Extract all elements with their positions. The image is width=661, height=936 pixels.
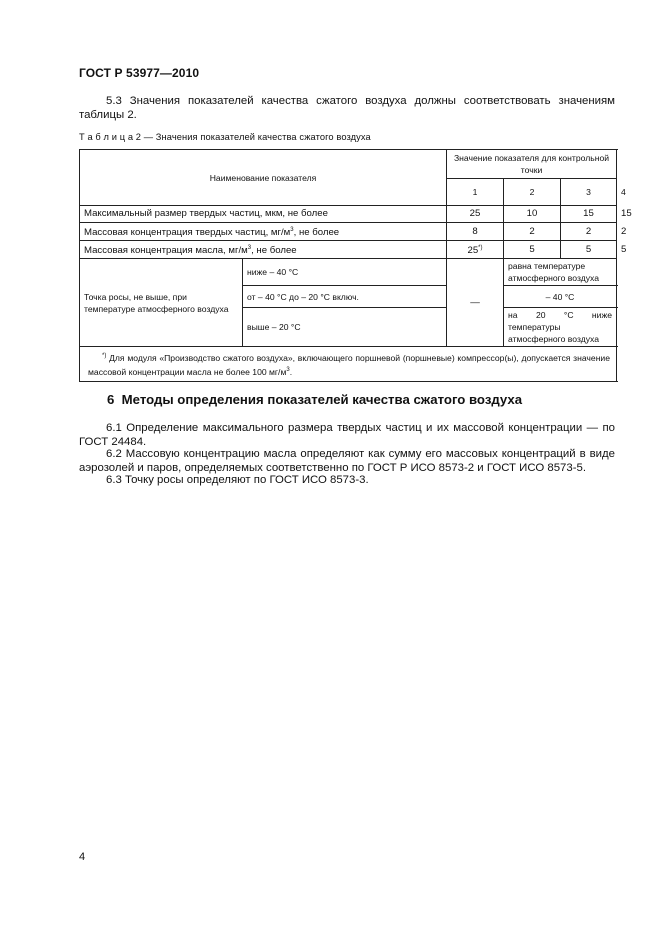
page-number: 4 xyxy=(79,851,86,863)
cell-value: 8 xyxy=(447,223,504,241)
row-name: Массовая концентрация масла, $мг/м^3$, не более xyxy=(80,241,447,259)
row-name: Массовая концентрация твердых частиц, $мг/м^3$, не более xyxy=(80,223,447,241)
cell-value: 15 xyxy=(561,206,617,223)
col-group-header: Значение показателя для контрольной точки xyxy=(447,150,617,179)
cell-value: 25*) xyxy=(447,241,504,259)
table-caption: Т а б л и ц а 2 — Значения показателей качества сжатого воздуха xyxy=(79,132,371,142)
dew-condition: ниже – 40 °С xyxy=(243,259,447,286)
paragraph-6-3-text: 6.3 Точку росы определяют по ГОСТ ИСО 8573-3. xyxy=(106,474,369,486)
point-2-header: 2 xyxy=(504,179,561,206)
footnote-marker: *) xyxy=(478,245,483,251)
dew-row xyxy=(80,259,617,286)
cell-value: 2 xyxy=(561,223,617,241)
paragraph-6-2 xyxy=(79,447,615,475)
cell-value: 10 xyxy=(504,206,561,223)
cell-value: 2 xyxy=(504,223,561,241)
points-header-row: 1 2 3 4 xyxy=(80,179,617,206)
dew-condition: выше – 20 °С xyxy=(243,308,447,347)
paragraph-5-3 xyxy=(79,94,615,122)
paragraph-5-3-text: 5.3 Значения показателей качества сжатого воздуха должны соответствовать значениям таблицы 2. xyxy=(79,95,615,121)
document-header: ГОСТ Р 53977—2010 xyxy=(79,66,200,80)
dew-value: равна температуре атмосферного воздуха xyxy=(504,259,617,286)
paragraph-6-1-text: 6.1 Определение максимального размера твердых частиц и их массовой концентрации — по ГОСТ 24484. xyxy=(79,422,615,448)
table-row: Массовая концентрация масла, $мг/м^3$, не более 25*) 5 5 5 xyxy=(80,241,617,259)
table-row: Максимальный размер твердых частиц, мкм, не более 25 10 15 15 xyxy=(80,206,617,223)
section-heading: 6 Методы определения показателей качества сжатого воздуха xyxy=(107,392,523,407)
dew-condition: от – 40 °С до – 20 °С включ. xyxy=(243,286,447,308)
point-3-header: 3 xyxy=(561,179,617,206)
dew-point-label: Точка росы, не выше, при температуре атмосферного воздуха xyxy=(80,259,243,347)
paragraph-6-3 xyxy=(79,473,615,487)
table-header-row xyxy=(80,150,617,179)
cell-value: 5 xyxy=(561,241,617,259)
dew-value: на 20 °С ниже температуры атмосферного воздуха xyxy=(504,308,617,347)
dew-point-1-value: — xyxy=(447,259,504,347)
point-1-header: 1 xyxy=(447,179,504,206)
row-name: Максимальный размер твердых частиц, мкм, не более xyxy=(80,206,447,223)
cell-value: 5 xyxy=(504,241,561,259)
quality-table xyxy=(79,149,632,382)
table-footnote: *) Для модуля «Производство сжатого воздуха», включающего поршневой (поршневые) компрессор(ы), допускается значение массовой концентрации масла не более 100 $мг/м^3$. xyxy=(80,347,617,382)
footnote-row xyxy=(80,347,617,382)
paragraph-6-1 xyxy=(79,421,615,449)
dew-value: – 40 °С xyxy=(504,286,617,308)
cell-value: 25 xyxy=(447,206,504,223)
paragraph-6-2-text: 6.2 Массовую концентрацию масла определяют как сумму его массовых концентраций в виде аэрозолей и паров, определяемых соответственно по ГОСТ Р ИСО 8573-2 и ГОСТ ИСО 8573-5. xyxy=(79,448,615,474)
table-row: Массовая концентрация твердых частиц, $мг/м^3$, не более 8 2 2 2 xyxy=(80,223,617,241)
col-name-header: Наименование показателя xyxy=(80,150,447,206)
